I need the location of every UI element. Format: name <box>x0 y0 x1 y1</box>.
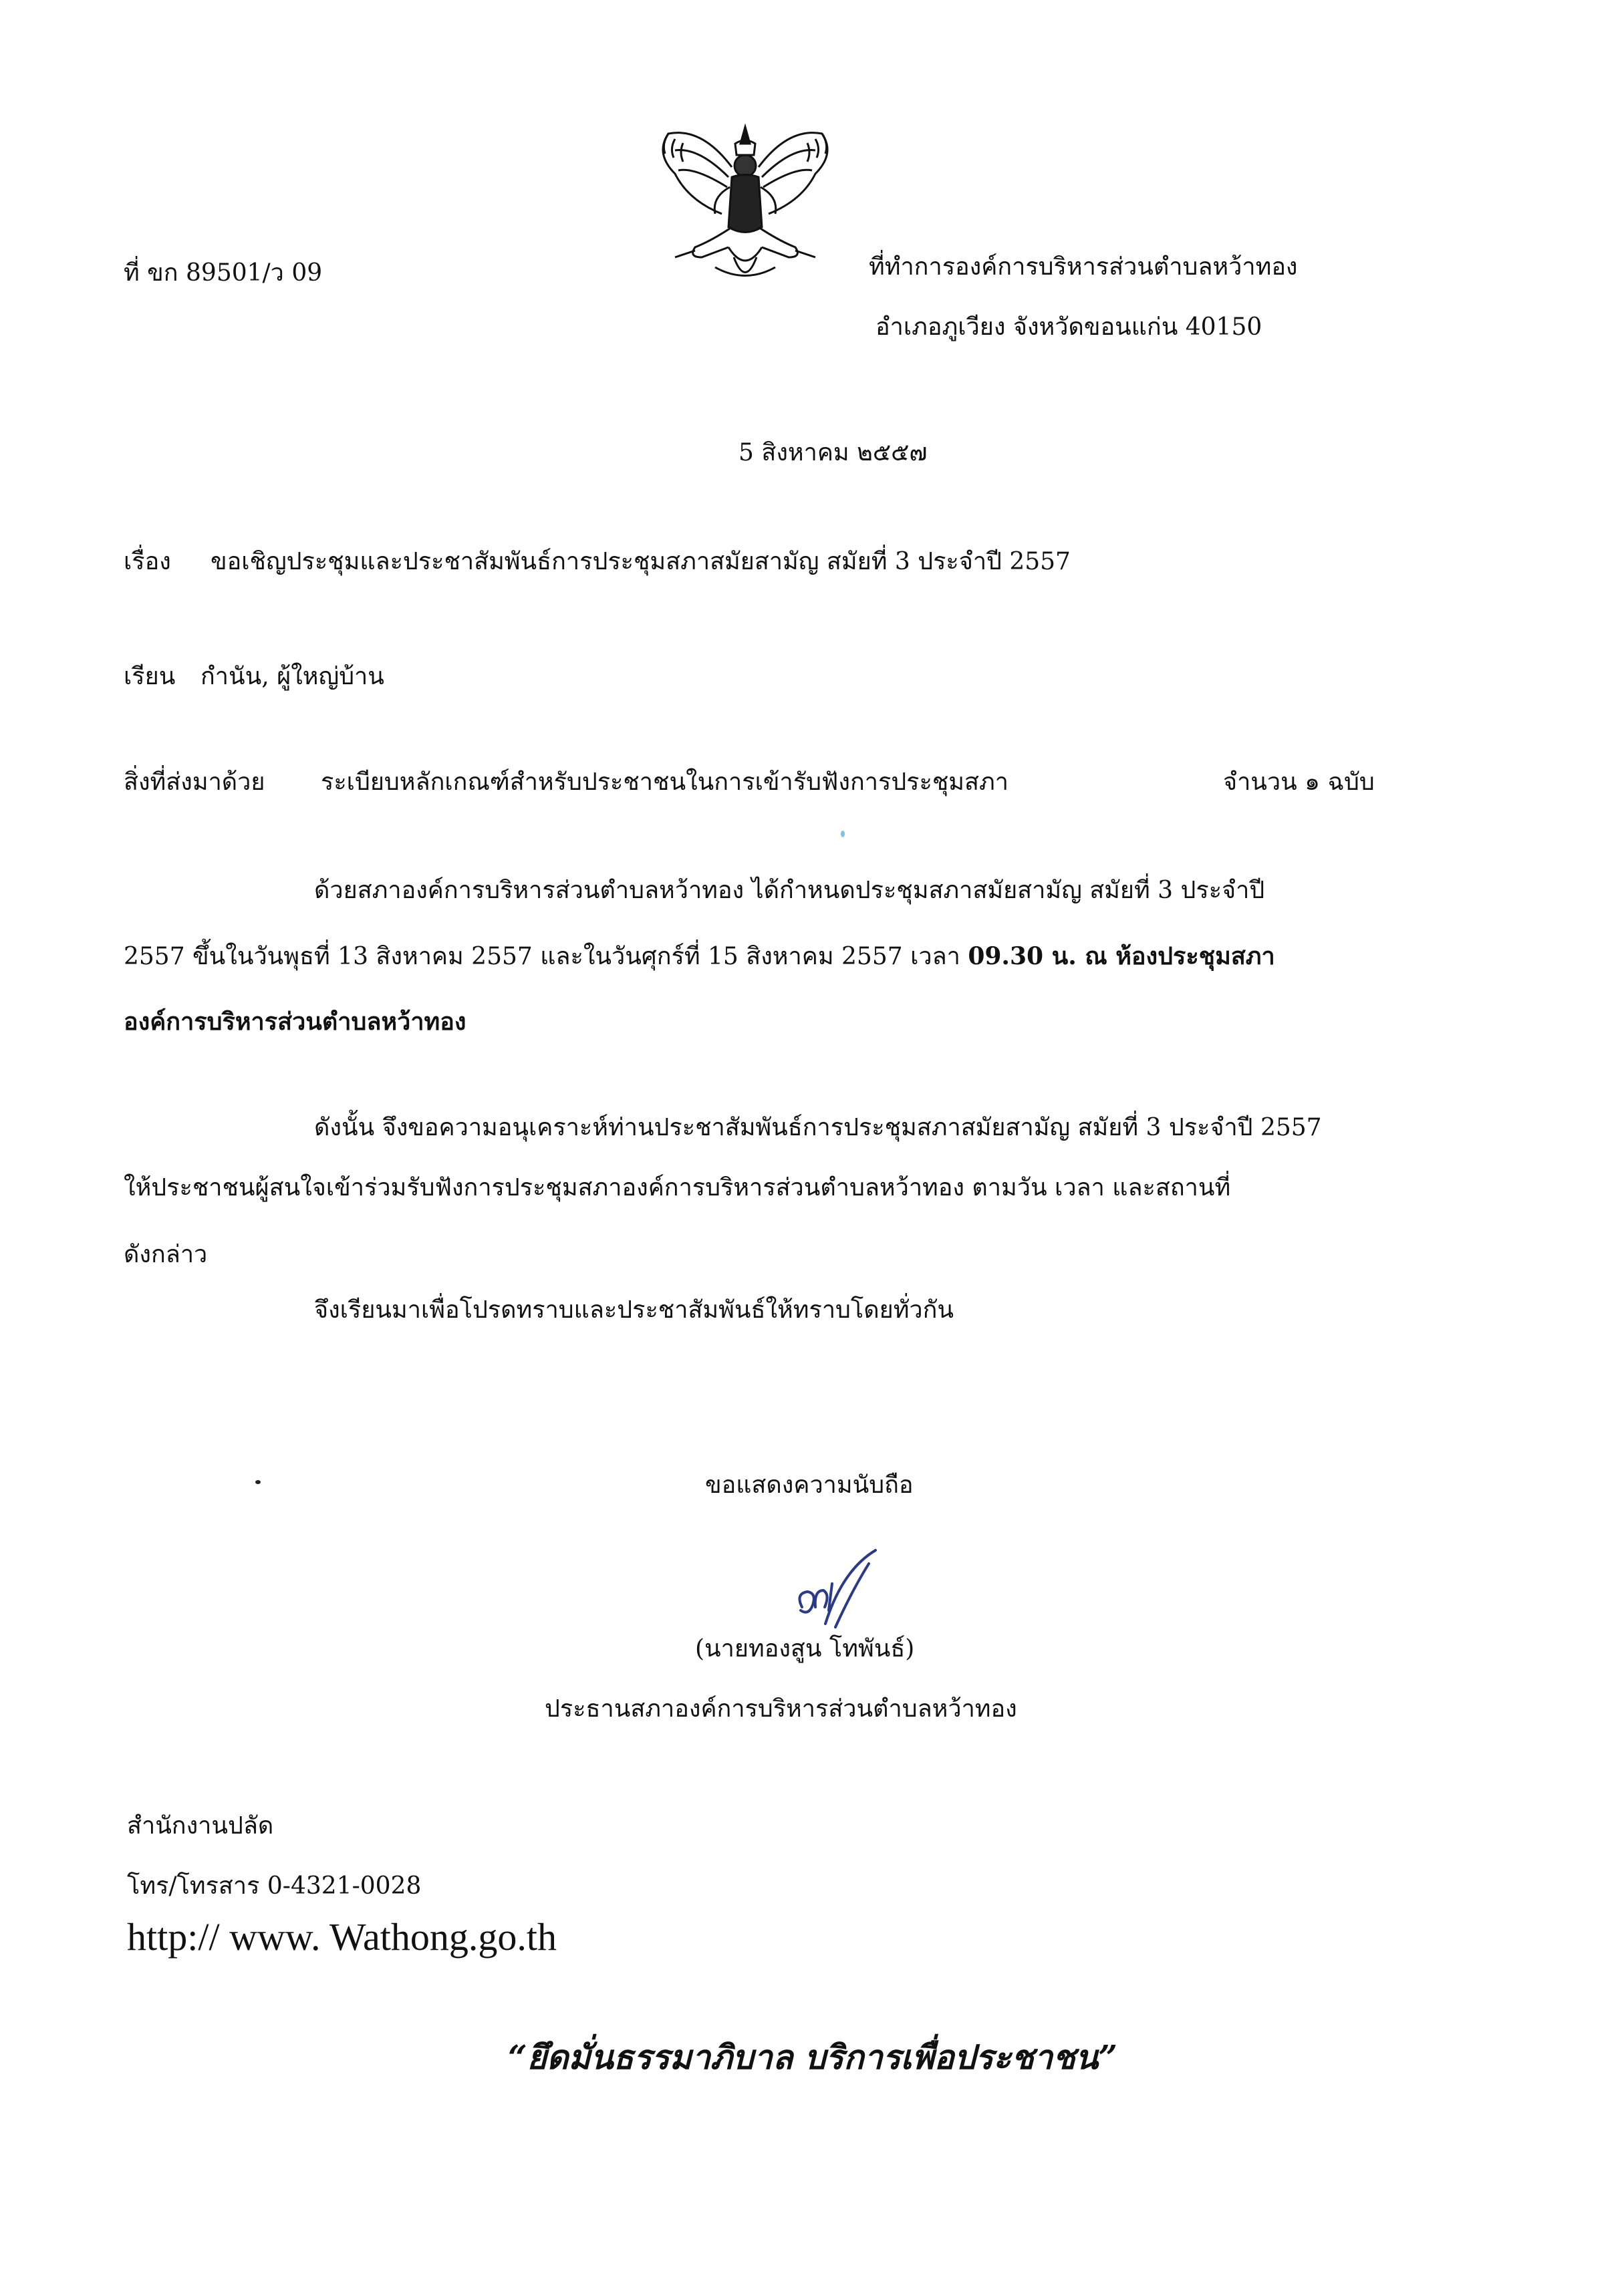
paragraph-1-line-3: องค์การบริหารส่วนตำบลหว้าทอง <box>124 1008 466 1036</box>
enclosure-text: ระเบียบหลักเกณฑ์สำหรับประชาชนในการเข้ารับฟังการประชุมสภา <box>321 768 1009 796</box>
sender-address-line1: ที่ทำการองค์การบริหารส่วนตำบลหว้าทอง <box>869 253 1298 281</box>
meeting-time-location: 09.30 น. ณ ห้องประชุมสภา <box>968 942 1275 970</box>
paragraph-3: จึงเรียนมาเพื่อโปรดทราบและประชาสัมพันธ์ให้ทราบโดยทั่วกัน <box>314 1296 954 1324</box>
subject-label: เรื่อง <box>124 548 171 575</box>
closing-phrase: ขอแสดงความนับถือ <box>705 1471 914 1499</box>
recipient-text: กำนัน, ผู้ใหญ่บ้าน <box>200 663 384 690</box>
paragraph-2-line-2: ให้ประชาชนผู้สนใจเข้าร่วมรับฟังการประชุมสภาองค์การบริหารส่วนตำบลหว้าทอง ตามวัน เวลา และสถานที่ <box>124 1174 1231 1201</box>
scan-speck <box>255 1480 261 1484</box>
enclosure-count: จำนวน ๑ ฉบับ <box>1223 768 1375 796</box>
website-url: http:// www. Wathong.go.th <box>127 1915 557 1959</box>
paragraph-1-line-2 <box>124 941 1275 973</box>
handwritten-signature-icon <box>789 1544 896 1644</box>
subject-text: ขอเชิญประชุมและประชาสัมพันธ์การประชุมสภาสมัยสามัญ สมัยที่ 3 ประจำปี 2557 <box>211 548 1071 575</box>
paragraph-2-line-3: ดังกล่าว <box>124 1241 208 1268</box>
recipient-label: เรียน <box>124 663 176 690</box>
reference-number: ที่ ขก 89501/ว 09 <box>124 259 323 287</box>
paragraph-1-line-1: ด้วยสภาองค์การบริหารส่วนตำบลหว้าทอง ได้กำหนดประชุมสภาสมัยสามัญ สมัยที่ 3 ประจำปี <box>314 877 1265 904</box>
sender-address-line2: อำเภอภูเวียง จังหวัดขอนแก่น 40150 <box>876 313 1262 341</box>
garuda-emblem-icon <box>648 114 842 301</box>
signer-name: (นายทองสูน โทพันธ์) <box>695 1635 915 1663</box>
paragraph-1-line-2-regular: 2557 ขึ้นในวันพุธที่ 13 สิงหาคม 2557 และในวันศุกร์ที่ 15 สิงหาคม 2557 เวลา <box>124 943 960 970</box>
slogan: “ยึดมั่นธรรมาภิบาล บริการเพื่อประชาชน” <box>508 2037 1117 2077</box>
letter-date: 5 สิงหาคม ๒๕๕๗ <box>739 439 928 466</box>
paragraph-2-line-1: ดังนั้น จึงขอความอนุเคราะห์ท่านประชาสัมพันธ์การประชุมสภาสมัยสามัญ สมัยที่ 3 ประจำปี 2557 <box>314 1114 1322 1141</box>
office-name: สำนักงานปลัด <box>127 1812 274 1840</box>
contact-phone: โทร/โทรสาร 0-4321-0028 <box>127 1872 422 1900</box>
enclosure-label: สิ่งที่ส่งมาด้วย <box>124 768 265 796</box>
signer-position: ประธานสภาองค์การบริหารส่วนตำบลหว้าทอง <box>545 1695 1017 1723</box>
scan-speck <box>841 831 845 837</box>
